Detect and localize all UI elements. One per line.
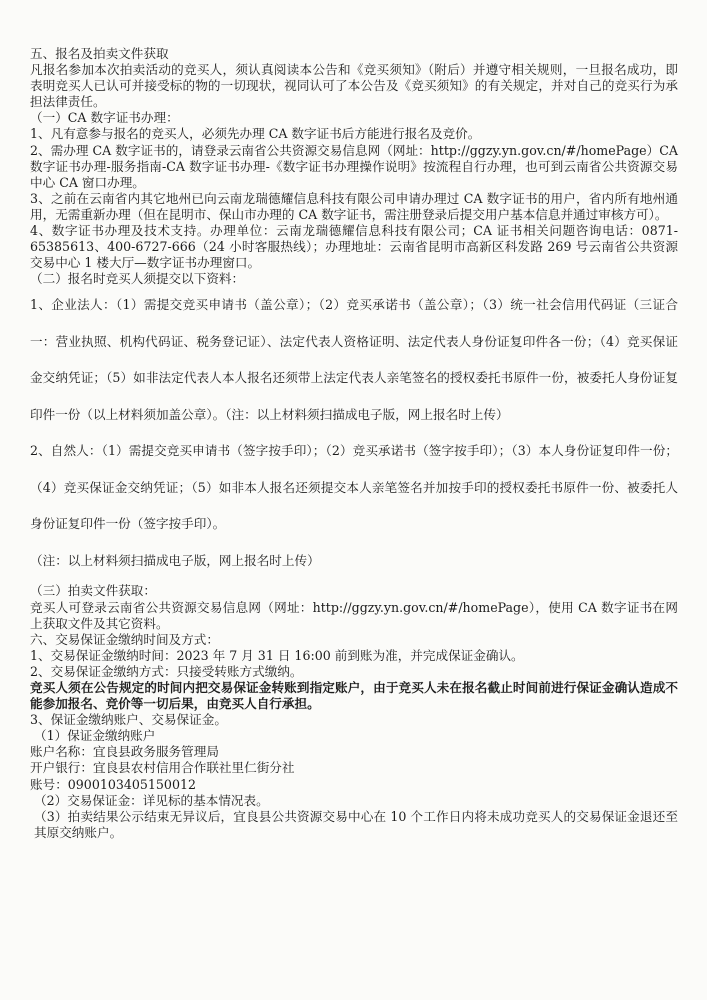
ca-item-1: 1、凡有意参与报名的竞买人，必须先办理 CA 数字证书后方能进行报名及竞价。	[30, 126, 481, 142]
materials-natural-person: 2、自然人：（1）需提交竞买申请书（签字按手印）；（2）竞买承诺书（签字按手印）；（3）本人身份证复印件一份；（4）竞买保证金交纳凭证；（5）如非本人报名还须提交本人亲笔签名并加按手印的授权委托书原件一份、被委托人身份证复印件一份（签字按手印）。	[30, 443, 678, 532]
deposit-warning: 竞买人须在公告规定的时间内把交易保证金转账到指定账户，由于竞买人未在报名截止时间前进行保证金确认造成不能参加报名、竞价等一切后果，由竞买人自行承担。	[30, 679, 678, 712]
section-5-heading: 五、报名及拍卖文件获取	[30, 46, 169, 61]
account-subheading: （1）保证金缴纳账户	[34, 728, 156, 744]
materials-heading: （二）报名时竞买人须提交以下资料：	[30, 271, 245, 287]
account-heading: 3、保证金缴纳账户、交易保证金。	[30, 712, 227, 728]
section-5-intro: 凡报名参加本次拍卖活动的竞买人，须认真阅读本公告和《竞买须知》（附后）并遵守相关规则，一旦报名成功，即表明竞买人已认可并接受标的物的一切现状，视同认可了本公告及《竞买须知》的有关规定，并对自己的竞买行为承担法律责任。	[30, 62, 678, 110]
account-name: 账户名称：宜良县政务服务管理局	[30, 744, 219, 760]
deposit-time: 1、交易保证金缴纳时间：2023 年 7 月 31 日 16:00 前到账为准，并完成保证金确认。	[30, 647, 524, 663]
deposit-method: 2、交易保证金缴纳方式：只接受转账方式缴纳。	[30, 663, 303, 679]
section-6-heading: 六、交易保证金缴纳时间及方式：	[30, 631, 219, 647]
auction-docs-text: 竞买人可登录云南省公共资源交易信息网（网址：http://ggzy.yn.gov.cn/#/homePage），使用 CA 数字证书在网上获取文件及其它资料。	[30, 599, 678, 631]
ca-item-4: 4、数字证书办理及技术支持。办理单位：云南龙瑞德耀信息科技有限公司；CA 证书相关问题咨询电话：0871-65385613、400-6727-666（24 小时客服热线）；办理地址：云南省昆明市高新区科发路 269 号云南省公共资源交易中心 1 楼大厅—数字证书办理窗口。	[30, 223, 678, 271]
ca-item-2: 2、需办理 CA 数字证书的，请登录云南省公共资源交易信息网（网址：http://ggzy.yn.gov.cn/#/homePage）CA 数字证书办理-服务指南-CA 数字证书办理-《数字证书办理操作说明》按流程自行办理，也可到云南省公共资源交易中心 CA 窗口办理。	[30, 142, 678, 190]
account-bank: 开户银行：宜良县农村信用合作联社里仁街分社	[30, 760, 295, 776]
ca-item-3: 3、之前在云南省内其它地州已向云南龙瑞德耀信息科技有限公司申请办理过 CA 数字证书的用户，省内所有地州通用，无需重新办理（但在昆明市、保山市办理的 CA 数字证书，需注册登录后提交用户基本信息并通过审核方可）。	[30, 190, 678, 222]
materials-enterprise: 1、企业法人：（1）需提交竞买申请书（盖公章）；（2）竞买承诺书（盖公章）；（3）统一社会信用代码证（三证合一：营业执照、机构代码证、税务登记证）、法定代表人资格证明、法定代表人身份证复印件各一份；（4）竞买保证金交纳凭证；（5）如非法定代表人本人报名还须带上法定代表人亲笔签名的授权委托书原件一份，被委托人身份证复印件一份（以上材料须加盖公章）。（注：以上材料须扫描成电子版，网上报名时上传）	[30, 297, 678, 422]
materials-note: （注：以上材料须扫描成电子版，网上报名时上传）	[30, 552, 320, 568]
announcement-page	[30, 46, 678, 841]
auction-docs-heading: （三）拍卖文件获取：	[30, 583, 156, 599]
deposit-refund: （3）拍卖结果公示结束无异议后，宜良县公共资源交易中心在 10 个工作日内将未成功竞买人的交易保证金退还至其原交纳账户。	[34, 808, 678, 840]
ca-heading: （一）CA 数字证书办理：	[30, 110, 179, 126]
deposit-amount: （2）交易保证金：详见标的基本情况表。	[34, 792, 269, 808]
account-number: 账号：0900103405150012	[30, 776, 196, 792]
